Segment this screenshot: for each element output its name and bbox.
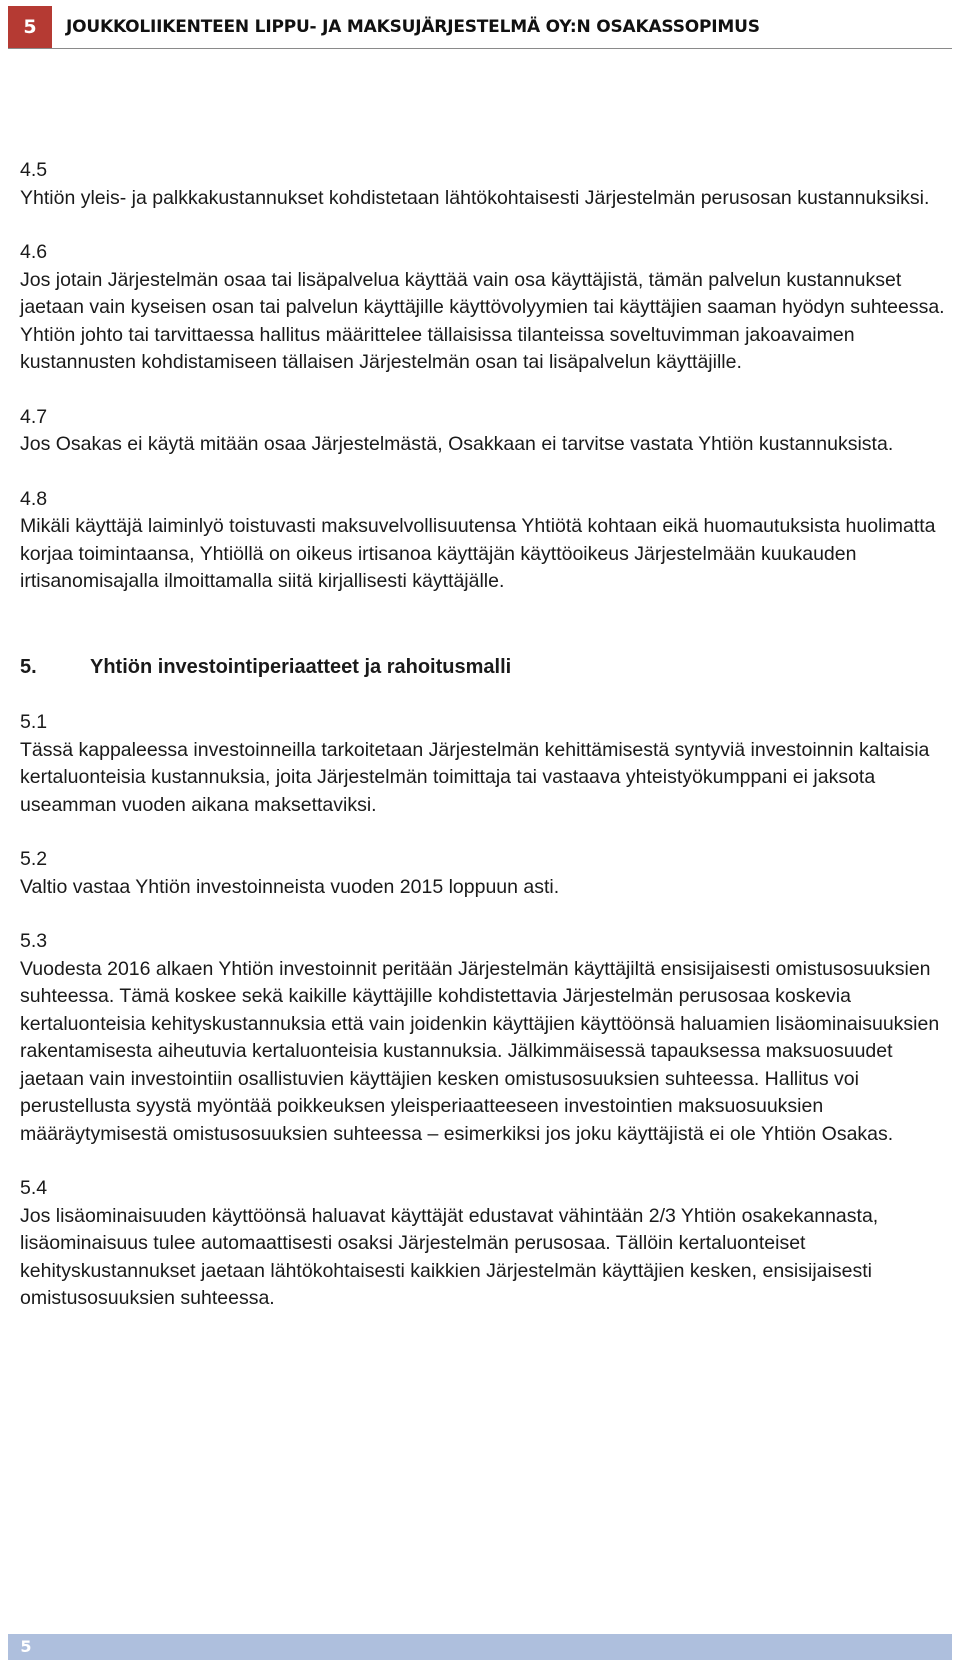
clause-number: 4.8 (20, 487, 48, 510)
clause-5-2 (20, 846, 945, 901)
header-page-number: 5 (8, 6, 52, 48)
clause-number: 4.5 (20, 159, 48, 181)
clause-4-7 (20, 404, 945, 459)
clause-5-4 (20, 1175, 945, 1313)
clause-text: Jos lisäominaisuuden käyttöönsä haluavat käyttäjät edustavat vähintään 2/3 Yhtiön osakekannasta, lisäominaisuus tulee automaattisesti osaksi Järjestelmän perusosaa. Tällöin kertaluonteiset kehityskustannukset jaetaan lähtökohtaisesti kaikkien Järjestelmän käyttäjien kesken, ensisijaisesti omistusosuuksien suhteessa. (20, 1204, 879, 1309)
clause-number: 5.4 (20, 1177, 48, 1199)
clause-text: Tässä kappaleessa investoinneilla tarkoitetaan Järjestelmän kehittämisestä syntyviä investoinnin kaltaisia kertaluonteisia kustannuksia, joita Järjestelmän toimittaja tai vastaava yhteistyökumppani ei jaksota useamman vuoden aikana maksettaviksi. (20, 738, 930, 816)
document-body (20, 157, 945, 1340)
clause-5-1 (20, 709, 945, 819)
clause-number: 5.3 (20, 930, 48, 952)
page-footer (8, 1634, 952, 1660)
page-header (8, 6, 952, 49)
clause-4-5 (20, 157, 945, 212)
section-heading-5 (20, 654, 945, 682)
clause-text: Mikäli käyttäjä laiminlyö toistuvasti maksuvelvollisuutensa Yhtiötä kohtaan eikä huomautuksista huolimatta korjaa toimintaansa, Yhtiöllä on oikeus irtisanoa käyttäjän käyttöoikeus Järjestelmään kuukauden irtisanomisajalla ilmoittamalla siitä kirjallisesti käyttäjälle. (20, 515, 936, 592)
clause-4-8 (20, 486, 945, 596)
clause-5-3 (20, 928, 945, 1148)
clause-text: Jos Osakas ei käytä mitään osaa Järjestelmästä, Osakkaan ei tarvitse vastata Yhtiön kustannuksista. (20, 433, 894, 455)
clause-number: 4.6 (20, 241, 48, 263)
clause-number: 5.2 (20, 848, 48, 870)
clause-text: Jos jotain Järjestelmän osaa tai lisäpalvelua käyttää vain osa käyttäjistä, tämän palvelun kustannukset jaetaan vain kyseisen osan tai palvelun käyttäjille käyttövolyymien tai käyttäjien saaman hyödyn suhteessa. Yhtiön johto tai tarvittaessa hallitus määrittelee tällaisissa tilanteissa soveltuvimman jakoavaimen kustannusten kohdistamiseen tällaisen Järjestelmän osan tai lisäpalvelun käyttäjille. (20, 268, 945, 373)
clause-number: 4.7 (20, 405, 48, 428)
document-title: JOUKKOLIIKENTEEN LIPPU- JA MAKSUJÄRJESTELMÄ OY:N OSAKASSOPIMUS (66, 17, 760, 37)
clause-number: 5.1 (20, 711, 48, 733)
clause-text: Valtio vastaa Yhtiön investoinneista vuoden 2015 loppuun asti. (20, 875, 560, 898)
section-number: 5. (20, 655, 37, 678)
clause-text: Vuodesta 2016 alkaen Yhtiön investoinnit peritään Järjestelmän käyttäjiltä ensisijaisesti omistusosuuksien suhteessa. Tämä koskee sekä kaikille käyttäjille kohdistettavia Järjestelmän perusosaa koskevia kertaluonteisia kehityskustannuksia että vain joidenkin käyttäjien käyttöönsä haluamien lisäominaisuuksien rakentamisesta aiheutuvia kertaluonteisia kustannuksia. Jälkimmäisessä tapauksessa maksuosuudet jaetaan vain investointiin osallistuvien käyttäjien kesken omistusosuuksien suhteessa. Hallitus voi perustellusta syystä myöntää poikkeuksen yleisperiaatteeseen investointien maksuosuuksien määräytymisestä omistusosuuksien suhteessa – esimerkiksi jos joku käyttäjistä ei ole Yhtiön Osakas. (20, 957, 940, 1145)
clause-text: Yhtiön yleis- ja palkkakustannukset kohdistetaan lähtökohtaisesti Järjestelmän perusosan kustannuksiksi. (20, 186, 930, 209)
footer-page-number: 5 (20, 1637, 32, 1656)
clause-4-6 (20, 239, 945, 377)
section-title: Yhtiön investointiperiaatteet ja rahoitusmalli (90, 655, 512, 678)
